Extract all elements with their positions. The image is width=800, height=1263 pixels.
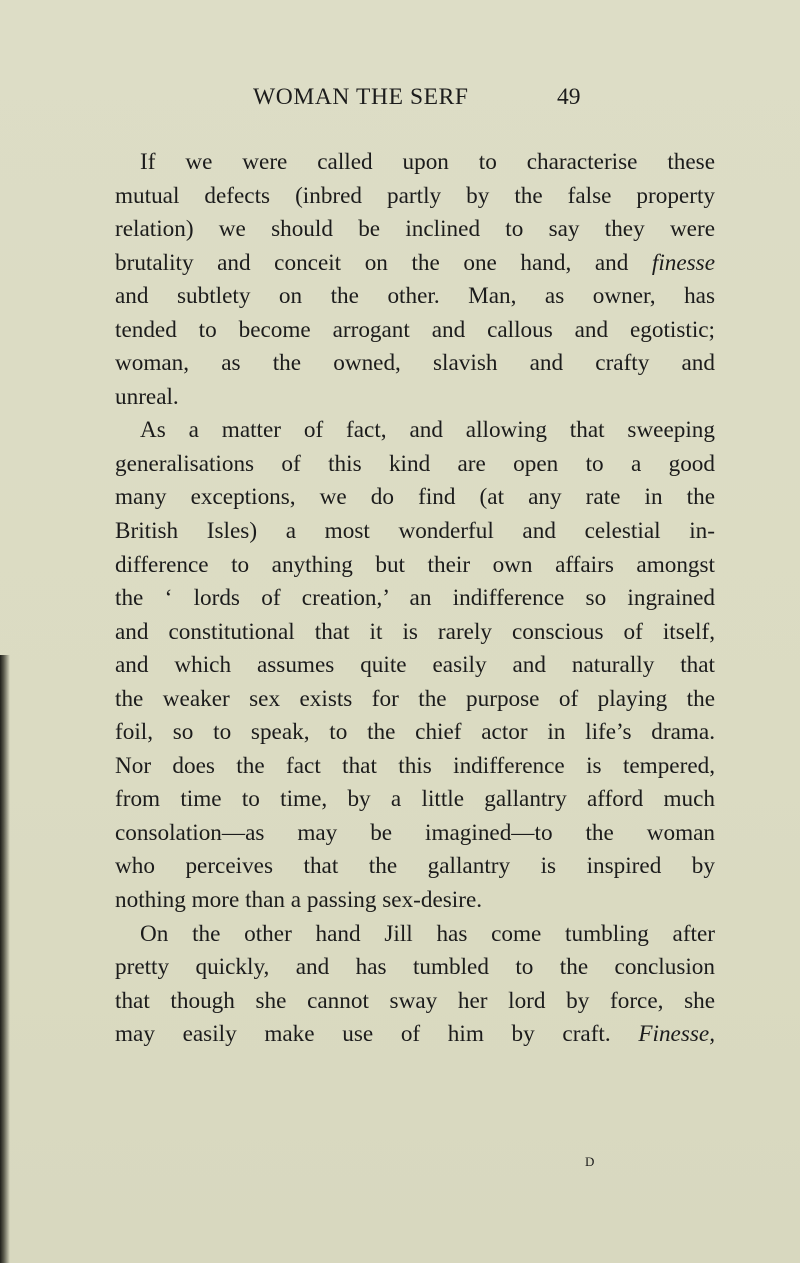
text-line: brutality and conceit on the one hand, and finesse — [115, 249, 715, 276]
text-line: who perceives that the gallantry is inspired by — [115, 853, 715, 880]
text-line: mutual defects (inbred partly by the false property — [115, 182, 715, 209]
running-title: WOMAN THE SERF — [253, 84, 469, 110]
text-line: tended to become arrogant and callous and egotistic; — [115, 316, 715, 343]
text-line: unreal. — [115, 383, 179, 410]
italic-word: Finesse, — [638, 1021, 715, 1048]
text-line: that though she cannot sway her lord by force, she — [115, 987, 715, 1014]
text-line: On the other hand Jill has come tumbling after — [140, 920, 715, 947]
text-line: difference to anything but their own affairs amongst — [115, 551, 715, 578]
text-line: the ‘ lords of creation,’ an indifference so ingrained — [115, 585, 715, 612]
text-line: As a matter of fact, and allowing that sweeping — [140, 417, 715, 444]
text-line: British Isles) a most wonderful and celestial in- — [115, 518, 715, 545]
running-header — [0, 84, 800, 114]
text-line: relation) we should be inclined to say they were — [115, 216, 715, 243]
italic-word: finesse — [651, 249, 715, 276]
text-line: from time to time, by a little gallantry afford much — [115, 786, 715, 813]
text-line: many exceptions, we do find (at any rate in the — [115, 484, 715, 511]
signature-mark: D — [585, 1154, 595, 1169]
binding-shadow — [0, 655, 10, 1263]
page-number: 49 — [557, 84, 581, 110]
text-line: consolation—as may be imagined—to the woman — [115, 819, 715, 846]
text-line: pretty quickly, and has tumbled to the conclusion — [115, 954, 715, 981]
text-line: foil, so to speak, to the chief actor in life’s drama. — [115, 719, 715, 746]
text-line: and which assumes quite easily and naturally that — [115, 652, 715, 679]
text-line: woman, as the owned, slavish and crafty and — [115, 350, 715, 377]
text-line: and constitutional that it is rarely conscious of itself, — [115, 618, 715, 645]
text-line: may easily make use of him by craft. Finesse, — [115, 1021, 715, 1048]
text-line: If we were called upon to characterise these — [140, 149, 715, 175]
text-line: generalisations of this kind are open to a good — [115, 450, 715, 477]
body-text — [115, 146, 715, 1052]
text-line: and subtlety on the other. Man, as owner, has — [115, 283, 715, 310]
text-line: Nor does the fact that this indifference is tempered, — [115, 752, 715, 779]
text-line: the weaker sex exists for the purpose of playing the — [115, 685, 715, 712]
text-line: nothing more than a passing sex-desire. — [115, 887, 483, 914]
